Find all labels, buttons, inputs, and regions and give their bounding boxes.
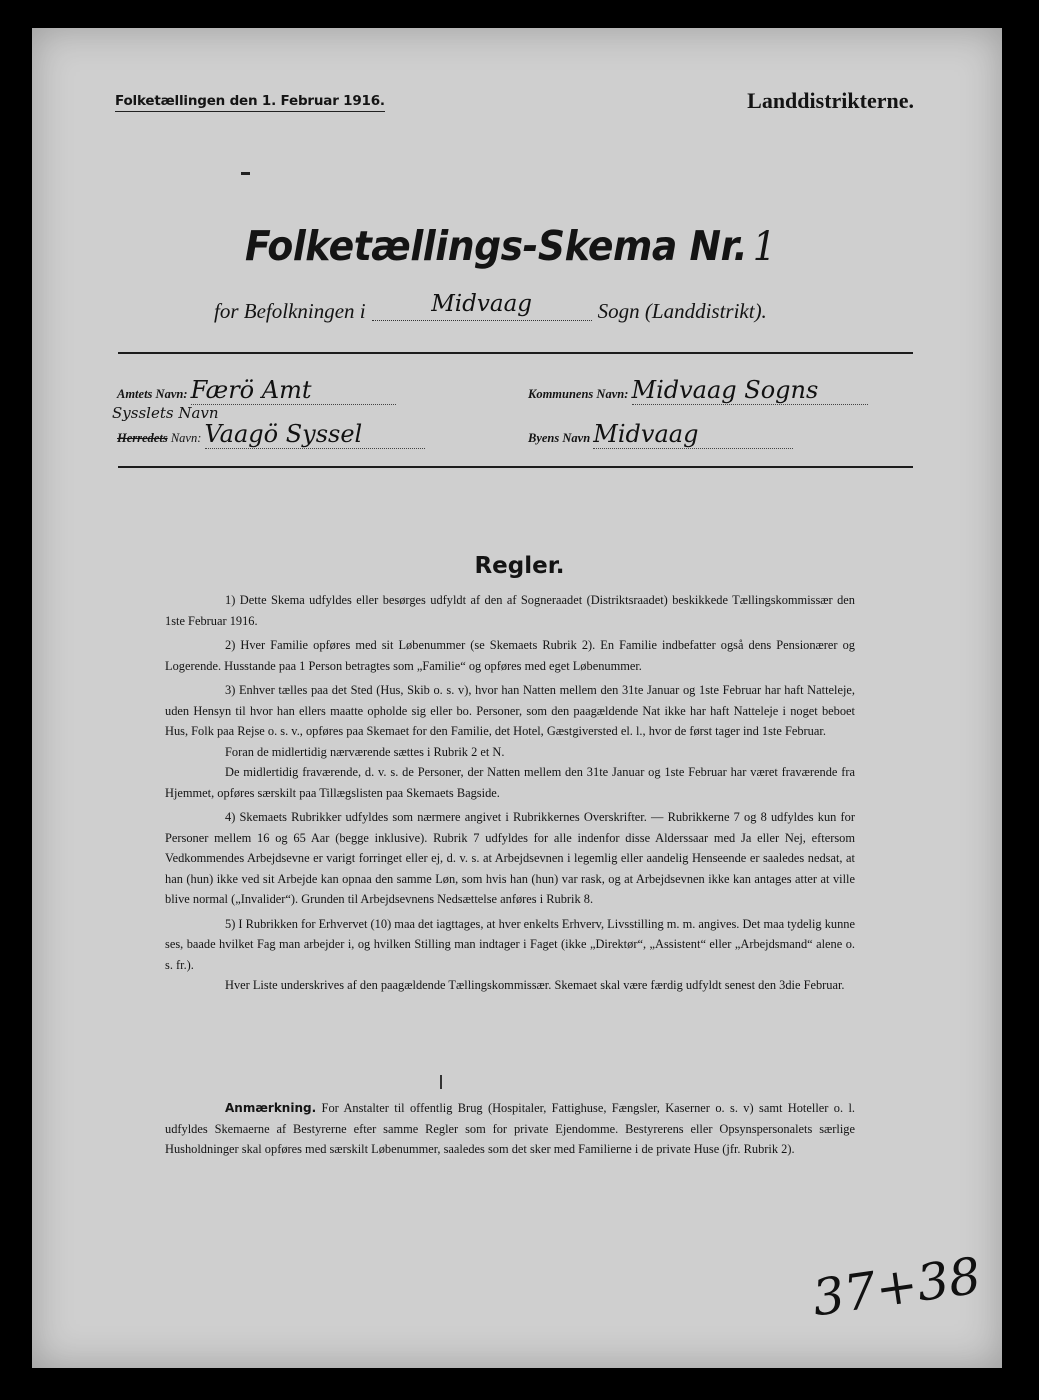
rule-paragraph: 5) I Rubrikken for Erhvervet (10) maa det iagttages, at hver enkelts Erhverv, Livsstilling m. m. angives. Det maa tydelig kunne ses, baade hvilket Fag man arbejder i, og hvilken Stilling man indtager i Faget (ikke „Direktør“, „Assistent“ eller „Arbejdsmand“ alene o. s. fr.). xyxy=(165,916,855,972)
rule-paragraph: 1) Dette Skema udfyldes eller besørges udfyldt af den af Sogneraadet (Distriktsraadet) beskikkede Tællingskommissær den 1ste Februar 1916. xyxy=(165,593,855,628)
amt-value: Færö Amt xyxy=(190,376,312,404)
subtitle-suffix: Sogn (Landdistrikt). xyxy=(597,299,767,323)
dash-mark xyxy=(241,172,250,175)
rule-paragraph: 4) Skemaets Rubrikker udfyldes som nærmere angivet i Rubrikkernes Overskrifter. — Rubrikkerne 7 og 8 udfyldes kun for Personer mellem 16 og 65 Aar (begge inklusive). Rubrik 7 udfyldes for alle indenfor disse Alderssaar med Ja eller Nej, eftersom Vedkommendes Arbejdsevne er varigt forringet eller ej, d. v. s. at Arbejdsevnen i legemlig eller aandelig Henseende er saaledes nedsat, at han (hun) ikke ved sit Arbejde kan opnaa den samme Løn, som hvis han (hun) var rask, og at Arbejdsevnen ikke kan antages atter at ville blive normal („Invalider“). Grunden til Arbejdsevnens Nedsættelse anføres i Rubrik 8. xyxy=(165,810,855,906)
parish-value: Midvaag xyxy=(431,291,533,317)
form-subtitle xyxy=(214,291,767,325)
archive-number-handwritten: 37+38 xyxy=(808,1246,985,1328)
form-title xyxy=(245,222,776,270)
pen-mark xyxy=(440,1075,442,1089)
amt-label: Amtets Navn: xyxy=(117,387,188,401)
kommune-label: Kommunens Navn: xyxy=(528,387,629,401)
census-date-header: Folketællingen den 1. Februar 1916. xyxy=(115,93,385,112)
herred-label: Herredets xyxy=(117,431,168,445)
subtitle-prefix: for Befolkningen i xyxy=(214,299,366,323)
by-field xyxy=(528,420,793,449)
herred-suffix: Navn: xyxy=(170,431,202,445)
rule-paragraph: De midlertidig fraværende, d. v. s. de Personer, der Natten mellem den 31te Januar og 1ste Februar har været fraværende fra Hjemmet, opføres særskilt paa Tillægslisten paa Skemaets Bagside. xyxy=(165,765,855,800)
syssel-overwrite: Sysslets Navn xyxy=(112,404,219,422)
remark-text: For Anstalter til offentlig Brug (Hospitaler, Fattighuse, Fængsler, Kaserner o. s. v) samt Hoteller o. l. udfyldes Skemaerne af Bestyrerne efter samme Regler som for private Ejendomme. Bestyrerens eller Opsynspersonalets særlige Husholdninger skal opføres med særskilt Løbenummer, saaledes som det sker med Familierne i de private Huse (jfr. Rubrik 2). xyxy=(165,1101,855,1156)
divider-top xyxy=(118,352,913,354)
rule-paragraph: Hver Liste underskrives af den paagældende Tællingskommissær. Skemaet skal være færdig udfyldt senest den 3die Februar. xyxy=(225,978,845,992)
herred-field xyxy=(117,420,425,449)
divider-bottom xyxy=(118,466,913,468)
form-title-text: Folketællings-Skema Nr. xyxy=(245,222,748,270)
rules-body xyxy=(165,590,855,1000)
by-label: Byens Navn xyxy=(528,431,591,445)
rule-paragraph: Foran de midlertidig nærværende sættes i Rubrik 2 et N. xyxy=(225,744,505,759)
district-type-header: Landdistrikterne. xyxy=(747,88,914,113)
kommune-value: Midvaag Sogns xyxy=(631,376,819,404)
rules-heading: Regler. xyxy=(474,553,565,579)
herred-value: Vaagö Syssel xyxy=(204,420,363,448)
form-number: 1 xyxy=(752,224,776,270)
rule-paragraph: 3) Enhver tælles paa det Sted (Hus, Skib o. s. v), hvor han Natten mellem den 31te Januar og 1ste Februar har haft Natteleje, uden Hensyn til hvor han ellers maatte opholde sig eller bo. Personer, som den paagældende Nat ikke har haft Natteleje i noget beboet Hus, Folk paa Rejse o. s. v., opføres paa Skemaet for den Familie, det Hotel, Gæstgiversted el. l., hvor de først tager ind 1ste Februar. xyxy=(165,683,855,738)
amt-field xyxy=(117,376,396,405)
remark-note xyxy=(165,1098,855,1160)
remark-label: Anmærkning. xyxy=(225,1101,317,1115)
by-value: Midvaag xyxy=(593,420,699,448)
rule-paragraph: 2) Hver Familie opføres med sit Løbenummer (se Skemaets Rubrik 2). En Familie indbefatter også dens Pensionærer og Logerende. Husstande paa 1 Person betragtes som „Familie“ og opføres med eget Løbenummer. xyxy=(165,638,855,673)
parish-field xyxy=(372,291,592,321)
kommune-field xyxy=(528,376,868,405)
